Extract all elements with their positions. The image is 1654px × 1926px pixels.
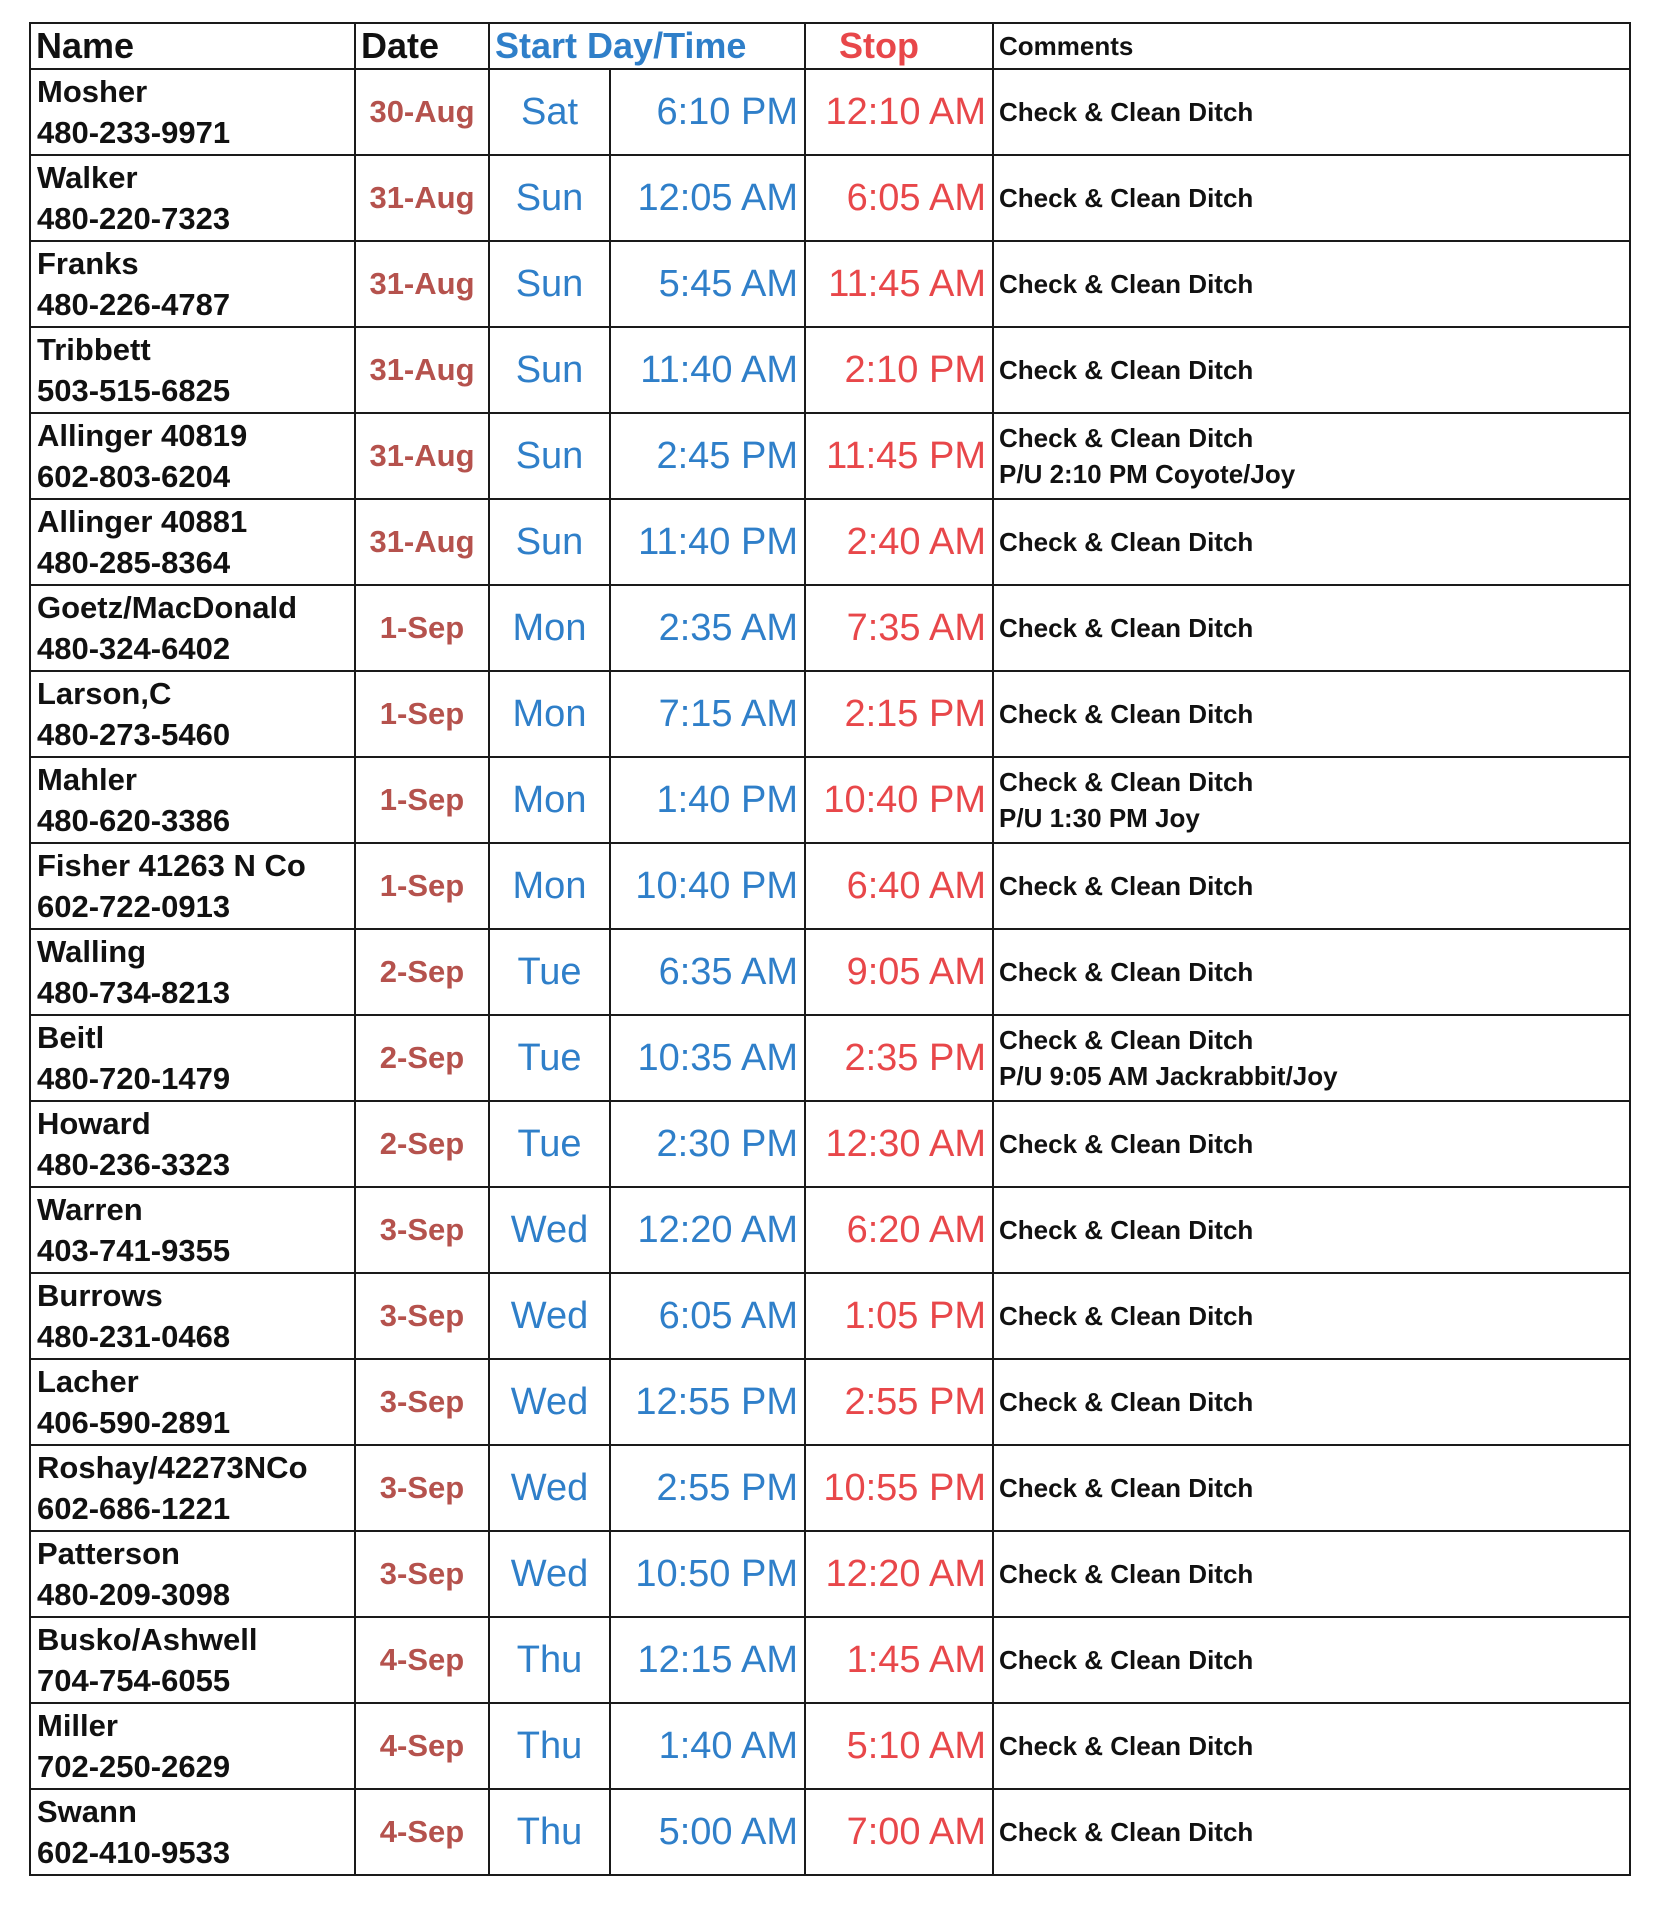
table-row	[30, 1617, 1630, 1703]
irrigator-name: Patterson	[37, 1536, 180, 1571]
comments-cell	[993, 1187, 1630, 1273]
comments-cell	[993, 1789, 1630, 1875]
table-row	[30, 1187, 1630, 1273]
comments-cell	[993, 757, 1630, 843]
name-cell	[30, 1015, 355, 1101]
header-comments: Comments	[993, 23, 1630, 69]
table-row	[30, 1445, 1630, 1531]
irrigator-name: Mosher	[37, 74, 148, 109]
irrigator-name: Mahler	[37, 762, 137, 797]
phone-number: 480-209-3098	[37, 1577, 231, 1612]
date-cell: 31-Aug	[355, 413, 489, 499]
start-time-cell: 10:35 AM	[610, 1015, 805, 1101]
comments-cell	[993, 1531, 1630, 1617]
stop-time-cell: 1:05 PM	[805, 1273, 993, 1359]
comment-text: Check & Clean Ditch	[999, 1817, 1254, 1847]
date-cell: 1-Sep	[355, 671, 489, 757]
comment-text: Check & Clean Ditch	[999, 355, 1254, 385]
comment-text: Check & Clean Ditch	[999, 97, 1254, 127]
stop-time-cell: 7:35 AM	[805, 585, 993, 671]
start-day-cell: Thu	[489, 1703, 610, 1789]
date-cell: 30-Aug	[355, 69, 489, 155]
table-row	[30, 1015, 1630, 1101]
name-cell	[30, 585, 355, 671]
name-cell	[30, 69, 355, 155]
name-cell	[30, 1101, 355, 1187]
irrigator-name: Goetz/MacDonald	[37, 590, 298, 625]
irrigator-name: Beitl	[37, 1020, 105, 1055]
start-time-cell: 2:30 PM	[610, 1101, 805, 1187]
table-row	[30, 327, 1630, 413]
date-cell: 4-Sep	[355, 1703, 489, 1789]
date-cell: 1-Sep	[355, 585, 489, 671]
start-time-cell: 2:55 PM	[610, 1445, 805, 1531]
stop-time-cell: 2:35 PM	[805, 1015, 993, 1101]
pickup-note: P/U 9:05 AM Jackrabbit/Joy	[999, 1061, 1338, 1091]
start-day-cell: Sun	[489, 241, 610, 327]
irrigator-name: Allinger 40819	[37, 418, 248, 453]
start-day-cell: Sun	[489, 499, 610, 585]
start-day-cell: Mon	[489, 585, 610, 671]
irrigation-schedule-sheet	[29, 22, 1629, 1876]
start-time-cell: 1:40 AM	[610, 1703, 805, 1789]
comment-text: Check & Clean Ditch	[999, 871, 1254, 901]
date-cell: 3-Sep	[355, 1187, 489, 1273]
comment-text: Check & Clean Ditch	[999, 269, 1254, 299]
date-cell: 1-Sep	[355, 757, 489, 843]
name-cell	[30, 155, 355, 241]
stop-time-cell: 11:45 PM	[805, 413, 993, 499]
irrigator-name: Tribbett	[37, 332, 151, 367]
phone-number: 480-236-3323	[37, 1147, 231, 1182]
stop-time-cell: 11:45 AM	[805, 241, 993, 327]
comment-text: Check & Clean Ditch	[999, 527, 1254, 557]
stop-time-cell: 6:20 AM	[805, 1187, 993, 1273]
irrigator-name: Walling	[37, 934, 147, 969]
stop-time-cell: 10:55 PM	[805, 1445, 993, 1531]
comments-cell	[993, 69, 1630, 155]
date-cell: 2-Sep	[355, 1101, 489, 1187]
phone-number: 480-231-0468	[37, 1319, 231, 1354]
start-time-cell: 12:20 AM	[610, 1187, 805, 1273]
phone-number: 403-741-9355	[37, 1233, 231, 1268]
schedule-rows	[30, 69, 1630, 1875]
phone-number: 480-273-5460	[37, 717, 231, 752]
comments-cell	[993, 327, 1630, 413]
irrigator-name: Fisher 41263 N Co	[37, 848, 306, 883]
date-cell: 2-Sep	[355, 929, 489, 1015]
pickup-note: P/U 2:10 PM Coyote/Joy	[999, 459, 1296, 489]
stop-time-cell: 2:55 PM	[805, 1359, 993, 1445]
table-row	[30, 1359, 1630, 1445]
schedule-table	[29, 22, 1631, 1876]
name-cell	[30, 241, 355, 327]
comments-cell	[993, 671, 1630, 757]
comment-text: Check & Clean Ditch	[999, 1559, 1254, 1589]
irrigator-name: Walker	[37, 160, 138, 195]
table-row	[30, 69, 1630, 155]
date-cell: 31-Aug	[355, 499, 489, 585]
start-day-cell: Thu	[489, 1789, 610, 1875]
date-cell: 2-Sep	[355, 1015, 489, 1101]
name-cell	[30, 1617, 355, 1703]
phone-number: 602-410-9533	[37, 1835, 231, 1870]
comment-text: Check & Clean Ditch	[999, 1301, 1254, 1331]
comment-text: Check & Clean Ditch	[999, 767, 1254, 797]
date-cell: 3-Sep	[355, 1359, 489, 1445]
header-start-day-time: Start Day/Time	[489, 23, 805, 69]
irrigator-name: Roshay/42273NCo	[37, 1450, 308, 1485]
irrigator-name: Lacher	[37, 1364, 139, 1399]
stop-time-cell: 12:20 AM	[805, 1531, 993, 1617]
name-cell	[30, 1187, 355, 1273]
date-cell: 3-Sep	[355, 1445, 489, 1531]
irrigator-name: Busko/Ashwell	[37, 1622, 258, 1657]
stop-time-cell: 2:15 PM	[805, 671, 993, 757]
date-cell: 31-Aug	[355, 241, 489, 327]
irrigator-name: Swann	[37, 1794, 137, 1829]
date-cell: 3-Sep	[355, 1531, 489, 1617]
name-cell	[30, 413, 355, 499]
start-day-cell: Sun	[489, 155, 610, 241]
start-day-cell: Thu	[489, 1617, 610, 1703]
start-day-cell: Sun	[489, 327, 610, 413]
phone-number: 480-220-7323	[37, 201, 231, 236]
start-time-cell: 1:40 PM	[610, 757, 805, 843]
irrigator-name: Larson,C	[37, 676, 172, 711]
table-row	[30, 1789, 1630, 1875]
comments-cell	[993, 1015, 1630, 1101]
date-cell: 1-Sep	[355, 843, 489, 929]
start-day-cell: Tue	[489, 929, 610, 1015]
irrigator-name: Howard	[37, 1106, 151, 1141]
table-row	[30, 1101, 1630, 1187]
comment-text: Check & Clean Ditch	[999, 957, 1254, 987]
start-time-cell: 5:45 AM	[610, 241, 805, 327]
comments-cell	[993, 1359, 1630, 1445]
table-row	[30, 1273, 1630, 1359]
stop-time-cell: 12:10 AM	[805, 69, 993, 155]
table-row	[30, 413, 1630, 499]
table-row	[30, 757, 1630, 843]
start-day-cell: Sun	[489, 413, 610, 499]
phone-number: 480-233-9971	[37, 115, 231, 150]
table-row	[30, 843, 1630, 929]
start-day-cell: Tue	[489, 1015, 610, 1101]
table-row	[30, 671, 1630, 757]
comments-cell	[993, 499, 1630, 585]
date-cell: 31-Aug	[355, 155, 489, 241]
start-time-cell: 7:15 AM	[610, 671, 805, 757]
name-cell	[30, 1445, 355, 1531]
table-row	[30, 155, 1630, 241]
table-row	[30, 929, 1630, 1015]
start-day-cell: Wed	[489, 1187, 610, 1273]
comments-cell	[993, 1273, 1630, 1359]
start-time-cell: 6:05 AM	[610, 1273, 805, 1359]
comment-text: Check & Clean Ditch	[999, 699, 1254, 729]
comment-text: Check & Clean Ditch	[999, 613, 1254, 643]
phone-number: 480-734-8213	[37, 975, 231, 1010]
header-row	[30, 23, 1630, 69]
start-time-cell: 2:45 PM	[610, 413, 805, 499]
stop-time-cell: 9:05 AM	[805, 929, 993, 1015]
irrigator-name: Warren	[37, 1192, 143, 1227]
comments-cell	[993, 1703, 1630, 1789]
phone-number: 602-722-0913	[37, 889, 231, 924]
table-row	[30, 585, 1630, 671]
name-cell	[30, 499, 355, 585]
start-time-cell: 10:50 PM	[610, 1531, 805, 1617]
phone-number: 702-250-2629	[37, 1749, 231, 1784]
comments-cell	[993, 1617, 1630, 1703]
start-time-cell: 12:15 AM	[610, 1617, 805, 1703]
comment-text: Check & Clean Ditch	[999, 1731, 1254, 1761]
name-cell	[30, 1273, 355, 1359]
table-row	[30, 241, 1630, 327]
comment-text: Check & Clean Ditch	[999, 1387, 1254, 1417]
name-cell	[30, 1359, 355, 1445]
comment-text: Check & Clean Ditch	[999, 1645, 1254, 1675]
start-time-cell: 11:40 PM	[610, 499, 805, 585]
name-cell	[30, 671, 355, 757]
start-day-cell: Wed	[489, 1359, 610, 1445]
start-day-cell: Wed	[489, 1445, 610, 1531]
start-time-cell: 10:40 PM	[610, 843, 805, 929]
comments-cell	[993, 241, 1630, 327]
phone-number: 480-226-4787	[37, 287, 231, 322]
date-cell: 4-Sep	[355, 1789, 489, 1875]
comments-cell	[993, 1445, 1630, 1531]
stop-time-cell: 1:45 AM	[805, 1617, 993, 1703]
stop-time-cell: 10:40 PM	[805, 757, 993, 843]
header-stop: Stop	[805, 23, 993, 69]
name-cell	[30, 1703, 355, 1789]
start-day-cell: Mon	[489, 757, 610, 843]
start-day-cell: Wed	[489, 1273, 610, 1359]
name-cell	[30, 757, 355, 843]
name-cell	[30, 1789, 355, 1875]
header-date: Date	[355, 23, 489, 69]
comments-cell	[993, 929, 1630, 1015]
phone-number: 602-803-6204	[37, 459, 231, 494]
stop-time-cell: 6:05 AM	[805, 155, 993, 241]
phone-number: 704-754-6055	[37, 1663, 231, 1698]
stop-time-cell: 12:30 AM	[805, 1101, 993, 1187]
start-time-cell: 12:55 PM	[610, 1359, 805, 1445]
phone-number: 480-720-1479	[37, 1061, 231, 1096]
irrigator-name: Miller	[37, 1708, 118, 1743]
start-day-cell: Mon	[489, 843, 610, 929]
start-day-cell: Sat	[489, 69, 610, 155]
start-time-cell: 2:35 AM	[610, 585, 805, 671]
comments-cell	[993, 585, 1630, 671]
name-cell	[30, 843, 355, 929]
stop-time-cell: 5:10 AM	[805, 1703, 993, 1789]
phone-number: 480-285-8364	[37, 545, 231, 580]
table-row	[30, 1531, 1630, 1617]
comment-text: Check & Clean Ditch	[999, 1129, 1254, 1159]
irrigator-name: Franks	[37, 246, 139, 281]
comment-text: Check & Clean Ditch	[999, 1025, 1254, 1055]
irrigator-name: Allinger 40881	[37, 504, 248, 539]
name-cell	[30, 929, 355, 1015]
phone-number: 406-590-2891	[37, 1405, 231, 1440]
date-cell: 4-Sep	[355, 1617, 489, 1703]
comment-text: Check & Clean Ditch	[999, 1473, 1254, 1503]
stop-time-cell: 2:40 AM	[805, 499, 993, 585]
stop-time-cell: 6:40 AM	[805, 843, 993, 929]
stop-time-cell: 2:10 PM	[805, 327, 993, 413]
table-row	[30, 499, 1630, 585]
name-cell	[30, 327, 355, 413]
comments-cell	[993, 413, 1630, 499]
stop-time-cell: 7:00 AM	[805, 1789, 993, 1875]
phone-number: 480-324-6402	[37, 631, 231, 666]
start-time-cell: 5:00 AM	[610, 1789, 805, 1875]
comments-cell	[993, 1101, 1630, 1187]
start-time-cell: 12:05 AM	[610, 155, 805, 241]
start-time-cell: 6:35 AM	[610, 929, 805, 1015]
start-time-cell: 11:40 AM	[610, 327, 805, 413]
phone-number: 480-620-3386	[37, 803, 231, 838]
name-cell	[30, 1531, 355, 1617]
comment-text: Check & Clean Ditch	[999, 423, 1254, 453]
comment-text: Check & Clean Ditch	[999, 1215, 1254, 1245]
comments-cell	[993, 843, 1630, 929]
pickup-note: P/U 1:30 PM Joy	[999, 803, 1200, 833]
comments-cell	[993, 155, 1630, 241]
irrigator-name: Burrows	[37, 1278, 163, 1313]
phone-number: 503-515-6825	[37, 373, 231, 408]
comment-text: Check & Clean Ditch	[999, 183, 1254, 213]
date-cell: 3-Sep	[355, 1273, 489, 1359]
start-day-cell: Mon	[489, 671, 610, 757]
table-row	[30, 1703, 1630, 1789]
date-cell: 31-Aug	[355, 327, 489, 413]
start-time-cell: 6:10 PM	[610, 69, 805, 155]
start-day-cell: Tue	[489, 1101, 610, 1187]
phone-number: 602-686-1221	[37, 1491, 231, 1526]
header-name: Name	[30, 23, 355, 69]
start-day-cell: Wed	[489, 1531, 610, 1617]
